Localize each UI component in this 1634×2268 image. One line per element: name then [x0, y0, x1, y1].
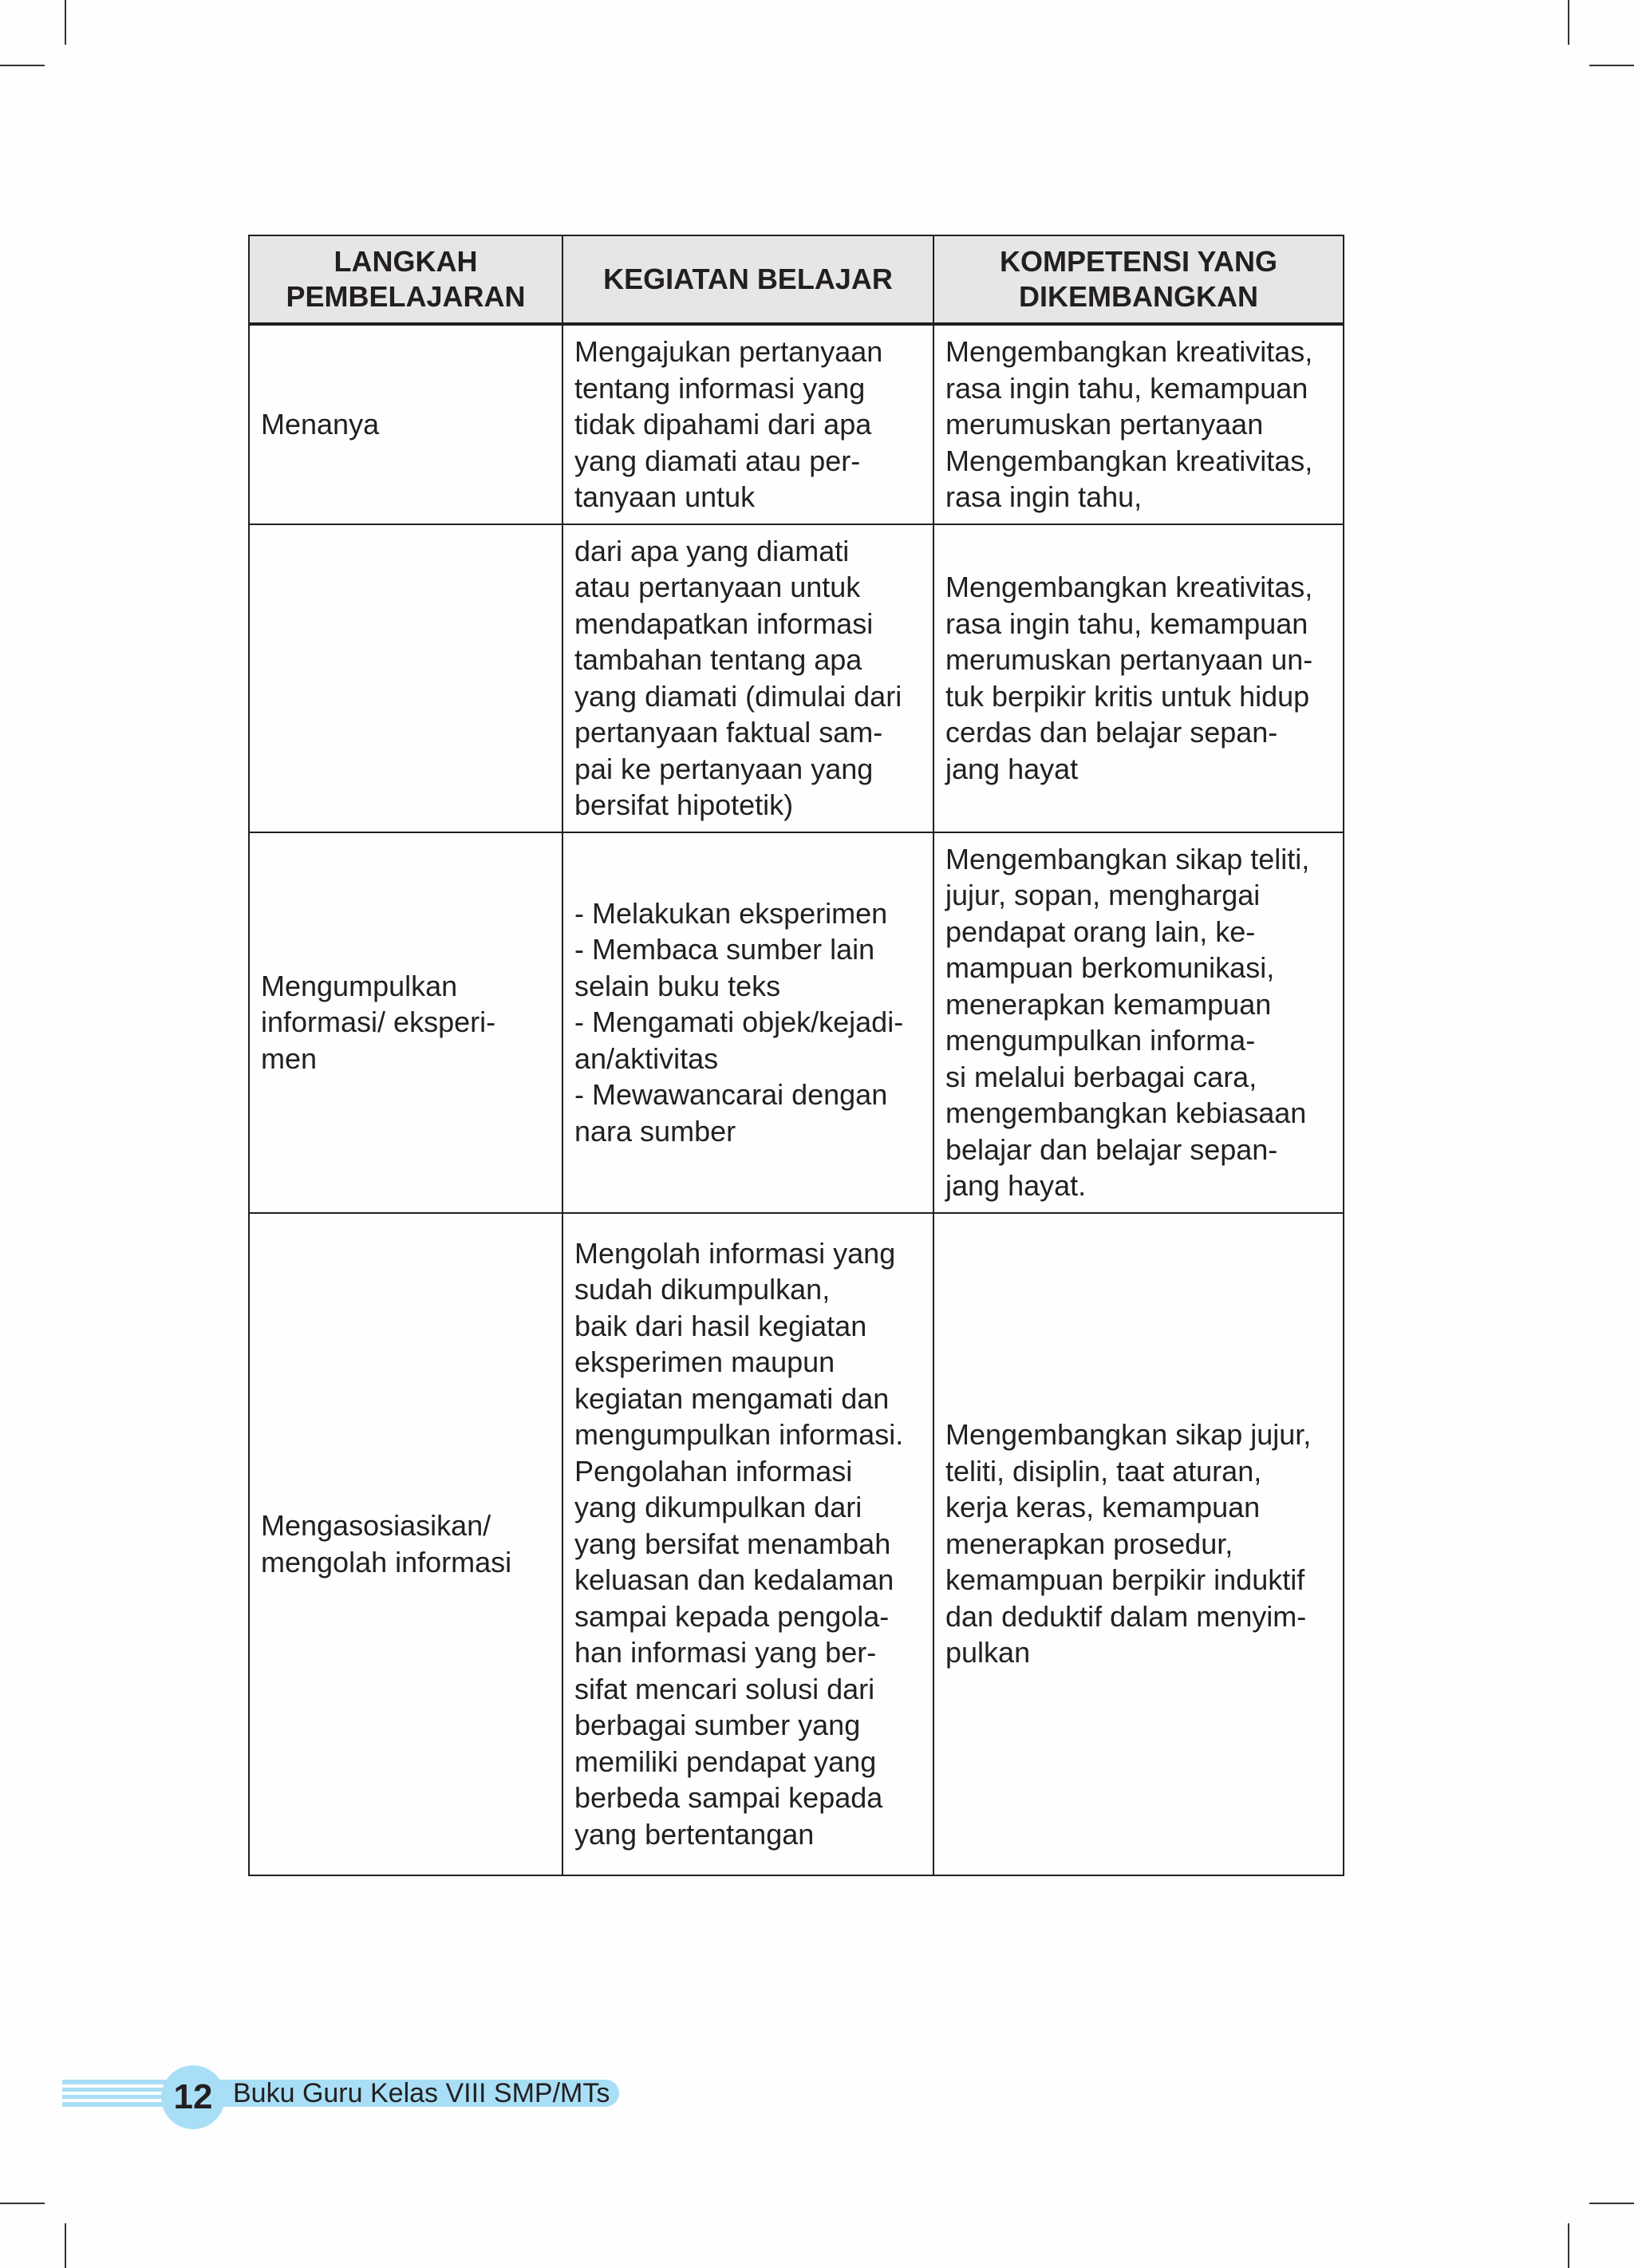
crop-mark: [65, 2223, 66, 2268]
cell-langkah: Mengumpulkan informasi/ eksperi- men: [249, 832, 562, 1213]
crop-mark: [1568, 2223, 1569, 2268]
crop-mark: [0, 2203, 45, 2204]
crop-mark: [1589, 2203, 1634, 2204]
header-kompetensi: KOMPETENSI YANG DIKEMBANGKAN: [933, 235, 1344, 324]
crop-mark: [1568, 0, 1569, 45]
cell-kompetensi: Mengembangkan sikap teliti, jujur, sopan, menghargai pendapat orang lain, ke- mampuan berkomunikasi, menerapkan kemampuan mengumpulkan informa- si melalui berbagai cara, mengembangkan kebiasaan belajar dan belajar sepan- jang hayat.: [933, 832, 1344, 1213]
book-title: Buku Guru Kelas VIII SMP/MTs: [233, 2078, 610, 2108]
cell-langkah: [249, 524, 562, 832]
cell-kompetensi: Mengembangkan kreativitas, rasa ingin tahu, kemampuan merumuskan pertanyaan un- tuk berpikir kritis untuk hidup cerdas dan belajar sepan- jang hayat: [933, 524, 1344, 832]
crop-mark: [65, 0, 66, 45]
cell-kompetensi: Mengembangkan sikap jujur, teliti, disiplin, taat aturan, kerja keras, kemampuan menerapkan prosedur, kemampuan berpikir induktif dan deduktif dalam menyim- pulkan: [933, 1213, 1344, 1875]
table-row: [249, 524, 1344, 832]
cell-kegiatan: dari apa yang diamati atau pertanyaan untuk mendapatkan informasi tambahan tentang apa yang diamati (dimulai dari pertanyaan faktual sam- pai ke pertanyaan yang bersifat hipotetik): [562, 524, 933, 832]
cell-kegiatan: Mengolah informasi yang sudah dikumpulkan, baik dari hasil kegiatan eksperimen maupun kegiatan mengamati dan mengumpulkan informasi. Pengolahan informasi yang dikumpulkan dari yang bersifat menambah keluasan dan kedalaman sampai kepada pengola- han informasi yang ber- sifat mencari solusi dari berbagai sumber yang memiliki pendapat yang berbeda sampai kepada yang bertentangan: [562, 1213, 933, 1875]
crop-mark: [0, 65, 45, 66]
cell-langkah: Menanya: [249, 324, 562, 524]
page-number: 12: [173, 2077, 213, 2116]
table-row: [249, 832, 1344, 1213]
cell-kegiatan: Mengajukan pertanyaan tentang informasi yang tidak dipahami dari apa yang diamati atau per- tanyaan untuk: [562, 324, 933, 524]
crop-mark: [1589, 65, 1634, 66]
cell-langkah: Mengasosiasikan/ mengolah informasi: [249, 1213, 562, 1875]
header-langkah-pembelajaran: LANGKAH PEMBELAJARAN: [249, 235, 562, 324]
table-row: [249, 1213, 1344, 1875]
table-header-row: [249, 235, 1344, 324]
learning-steps-table: [248, 235, 1344, 1876]
header-kegiatan-belajar: KEGIATAN BELAJAR: [562, 235, 933, 324]
cell-kegiatan: - Melakukan eksperimen - Membaca sumber lain selain buku teks - Mengamati objek/kejadi- an/aktivitas - Mewawancarai dengan nara sumber: [562, 832, 933, 1213]
cell-kompetensi: Mengembangkan kreativitas, rasa ingin tahu, kemampuan merumuskan pertanyaan Mengembangkan kreativitas, rasa ingin tahu,: [933, 324, 1344, 524]
table-row: [249, 324, 1344, 524]
